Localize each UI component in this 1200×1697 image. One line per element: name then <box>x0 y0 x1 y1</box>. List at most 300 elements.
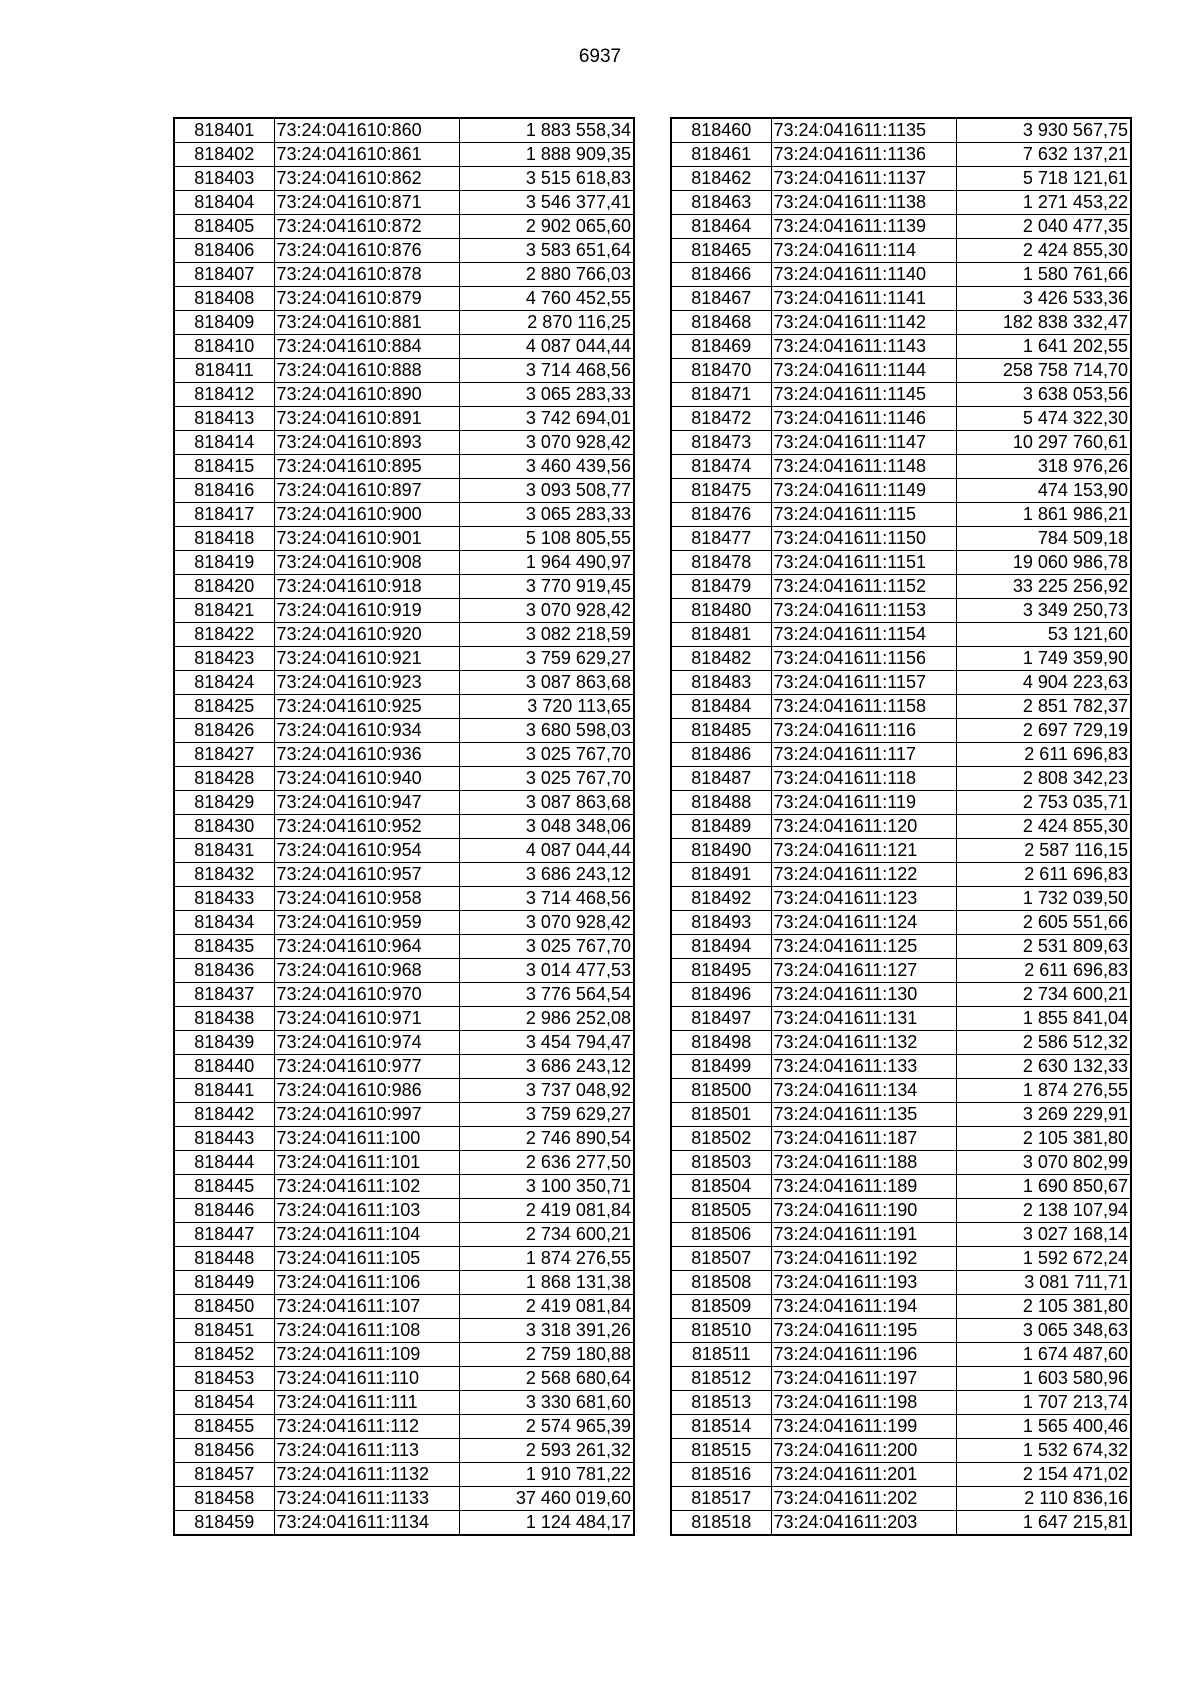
cadastral-number-cell: 73:24:041611:196 <box>771 1343 956 1367</box>
cadastral-number-cell: 73:24:041610:974 <box>274 1031 459 1055</box>
value-cell: 3 546 377,41 <box>459 191 634 215</box>
table-row <box>671 983 1131 1007</box>
value-cell: 1 580 761,66 <box>956 263 1131 287</box>
table-row <box>671 911 1131 935</box>
table-row <box>671 503 1131 527</box>
row-number-cell: 818460 <box>671 118 771 143</box>
row-number-cell: 818472 <box>671 407 771 431</box>
value-cell: 4 760 452,55 <box>459 287 634 311</box>
table-row <box>671 839 1131 863</box>
row-number-cell: 818421 <box>174 599 274 623</box>
value-cell: 1 592 672,24 <box>956 1247 1131 1271</box>
table-row <box>174 287 634 311</box>
table-row <box>671 767 1131 791</box>
table-row <box>174 1367 634 1391</box>
row-number-cell: 818447 <box>174 1223 274 1247</box>
row-number-cell: 818480 <box>671 599 771 623</box>
row-number-cell: 818430 <box>174 815 274 839</box>
value-cell: 182 838 332,47 <box>956 311 1131 335</box>
table-row <box>174 1439 634 1463</box>
value-cell: 3 330 681,60 <box>459 1391 634 1415</box>
value-cell: 2 424 855,30 <box>956 239 1131 263</box>
row-number-cell: 818492 <box>671 887 771 911</box>
row-number-cell: 818418 <box>174 527 274 551</box>
cadastral-number-cell: 73:24:041611:1151 <box>771 551 956 575</box>
value-cell: 2 419 081,84 <box>459 1295 634 1319</box>
value-cell: 2 746 890,54 <box>459 1127 634 1151</box>
row-number-cell: 818478 <box>671 551 771 575</box>
value-cell: 3 583 651,64 <box>459 239 634 263</box>
row-number-cell: 818510 <box>671 1319 771 1343</box>
table-row <box>174 743 634 767</box>
value-cell: 2 759 180,88 <box>459 1343 634 1367</box>
row-number-cell: 818453 <box>174 1367 274 1391</box>
row-number-cell: 818518 <box>671 1511 771 1536</box>
row-number-cell: 818484 <box>671 695 771 719</box>
table-row <box>174 719 634 743</box>
cadastral-number-cell: 73:24:041611:122 <box>771 863 956 887</box>
value-cell: 3 930 567,75 <box>956 118 1131 143</box>
row-number-cell: 818441 <box>174 1079 274 1103</box>
value-cell: 3 070 928,42 <box>459 431 634 455</box>
table-row <box>671 1319 1131 1343</box>
row-number-cell: 818404 <box>174 191 274 215</box>
row-number-cell: 818461 <box>671 143 771 167</box>
cadastral-number-cell: 73:24:041611:189 <box>771 1175 956 1199</box>
cadastral-number-cell: 73:24:041610:920 <box>274 623 459 647</box>
row-number-cell: 818509 <box>671 1295 771 1319</box>
cadastral-number-cell: 73:24:041610:936 <box>274 743 459 767</box>
row-number-cell: 818507 <box>671 1247 771 1271</box>
row-number-cell: 818454 <box>174 1391 274 1415</box>
row-number-cell: 818470 <box>671 359 771 383</box>
cadastral-number-cell: 73:24:041611:190 <box>771 1199 956 1223</box>
cadastral-number-cell: 73:24:041611:135 <box>771 1103 956 1127</box>
cadastral-number-cell: 73:24:041610:921 <box>274 647 459 671</box>
value-cell: 3 048 348,06 <box>459 815 634 839</box>
table-row <box>671 575 1131 599</box>
table-row <box>671 263 1131 287</box>
value-cell: 4 087 044,44 <box>459 839 634 863</box>
cadastral-number-cell: 73:24:041611:1141 <box>771 287 956 311</box>
row-number-cell: 818445 <box>174 1175 274 1199</box>
table-row <box>671 215 1131 239</box>
page-number: 6937 <box>578 46 622 67</box>
table-row <box>174 1127 634 1151</box>
cadastral-number-cell: 73:24:041610:861 <box>274 143 459 167</box>
cadastral-number-cell: 73:24:041611:1145 <box>771 383 956 407</box>
row-number-cell: 818511 <box>671 1343 771 1367</box>
value-cell: 3 686 243,12 <box>459 863 634 887</box>
cadastral-number-cell: 73:24:041611:203 <box>771 1511 956 1536</box>
table-row <box>174 527 634 551</box>
cadastral-number-cell: 73:24:041611:121 <box>771 839 956 863</box>
row-number-cell: 818405 <box>174 215 274 239</box>
table-row <box>671 599 1131 623</box>
cadastral-number-cell: 73:24:041610:923 <box>274 671 459 695</box>
table-row <box>174 959 634 983</box>
table-row <box>671 695 1131 719</box>
table-row <box>174 863 634 887</box>
table-row <box>671 1463 1131 1487</box>
table-row <box>174 1247 634 1271</box>
cadastral-number-cell: 73:24:041611:1150 <box>771 527 956 551</box>
value-cell: 1 565 400,46 <box>956 1415 1131 1439</box>
row-number-cell: 818426 <box>174 719 274 743</box>
cadastral-number-cell: 73:24:041611:133 <box>771 1055 956 1079</box>
table-row <box>671 1079 1131 1103</box>
value-cell: 3 065 348,63 <box>956 1319 1131 1343</box>
table-row <box>174 911 634 935</box>
cadastral-number-cell: 73:24:041611:197 <box>771 1367 956 1391</box>
row-number-cell: 818471 <box>671 383 771 407</box>
row-number-cell: 818403 <box>174 167 274 191</box>
row-number-cell: 818448 <box>174 1247 274 1271</box>
row-number-cell: 818503 <box>671 1151 771 1175</box>
value-cell: 2 734 600,21 <box>956 983 1131 1007</box>
table-row <box>671 359 1131 383</box>
row-number-cell: 818506 <box>671 1223 771 1247</box>
table-row <box>671 143 1131 167</box>
value-cell: 4 087 044,44 <box>459 335 634 359</box>
table-row <box>174 767 634 791</box>
value-cell: 1 271 453,22 <box>956 191 1131 215</box>
table-row <box>671 791 1131 815</box>
row-number-cell: 818501 <box>671 1103 771 1127</box>
cadastral-number-cell: 73:24:041611:1138 <box>771 191 956 215</box>
value-cell: 2 154 471,02 <box>956 1463 1131 1487</box>
cadastral-number-cell: 73:24:041611:1135 <box>771 118 956 143</box>
row-number-cell: 818429 <box>174 791 274 815</box>
row-number-cell: 818476 <box>671 503 771 527</box>
table-row <box>174 167 634 191</box>
cadastral-number-cell: 73:24:041611:198 <box>771 1391 956 1415</box>
table-row <box>671 1127 1131 1151</box>
table-row <box>174 1079 634 1103</box>
value-cell: 3 742 694,01 <box>459 407 634 431</box>
value-cell: 2 734 600,21 <box>459 1223 634 1247</box>
table-row <box>671 287 1131 311</box>
table-row <box>174 1295 634 1319</box>
table-row <box>174 191 634 215</box>
row-number-cell: 818495 <box>671 959 771 983</box>
cadastral-number-cell: 73:24:041610:952 <box>274 815 459 839</box>
row-number-cell: 818464 <box>671 215 771 239</box>
value-cell: 318 976,26 <box>956 455 1131 479</box>
table-row <box>174 1319 634 1343</box>
value-cell: 3 100 350,71 <box>459 1175 634 1199</box>
cadastral-number-cell: 73:24:041610:897 <box>274 479 459 503</box>
table-row <box>671 1007 1131 1031</box>
cadastral-number-cell: 73:24:041611:107 <box>274 1295 459 1319</box>
cadastral-number-cell: 73:24:041610:947 <box>274 791 459 815</box>
table-row <box>671 647 1131 671</box>
row-number-cell: 818490 <box>671 839 771 863</box>
row-number-cell: 818468 <box>671 311 771 335</box>
table-row <box>174 791 634 815</box>
value-cell: 3 065 283,33 <box>459 383 634 407</box>
row-number-cell: 818494 <box>671 935 771 959</box>
table-row <box>671 1487 1131 1511</box>
cadastral-number-cell: 73:24:041611:1154 <box>771 623 956 647</box>
row-number-cell: 818488 <box>671 791 771 815</box>
cadastral-number-cell: 73:24:041611:127 <box>771 959 956 983</box>
cadastral-number-cell: 73:24:041610:940 <box>274 767 459 791</box>
row-number-cell: 818465 <box>671 239 771 263</box>
value-cell: 5 474 322,30 <box>956 407 1131 431</box>
value-cell: 1 749 359,90 <box>956 647 1131 671</box>
table-row <box>671 719 1131 743</box>
value-cell: 2 697 729,19 <box>956 719 1131 743</box>
cadastral-number-cell: 73:24:041611:187 <box>771 1127 956 1151</box>
table-row <box>671 1031 1131 1055</box>
row-number-cell: 818414 <box>174 431 274 455</box>
cadastral-number-cell: 73:24:041611:191 <box>771 1223 956 1247</box>
value-cell: 2 138 107,94 <box>956 1199 1131 1223</box>
cadastral-number-cell: 73:24:041611:115 <box>771 503 956 527</box>
value-cell: 1 874 276,55 <box>956 1079 1131 1103</box>
cadastral-number-cell: 73:24:041611:109 <box>274 1343 459 1367</box>
value-cell: 2 753 035,71 <box>956 791 1131 815</box>
value-cell: 1 868 131,38 <box>459 1271 634 1295</box>
row-number-cell: 818434 <box>174 911 274 935</box>
row-number-cell: 818438 <box>174 1007 274 1031</box>
row-number-cell: 818422 <box>174 623 274 647</box>
value-cell: 258 758 714,70 <box>956 359 1131 383</box>
value-cell: 1 732 039,50 <box>956 887 1131 911</box>
value-cell: 53 121,60 <box>956 623 1131 647</box>
value-cell: 19 060 986,78 <box>956 551 1131 575</box>
value-cell: 2 986 252,08 <box>459 1007 634 1031</box>
cadastral-number-cell: 73:24:041611:193 <box>771 1271 956 1295</box>
cadastral-number-cell: 73:24:041611:124 <box>771 911 956 935</box>
table-row <box>174 1487 634 1511</box>
cadastral-number-cell: 73:24:041610:918 <box>274 575 459 599</box>
table-row <box>671 1343 1131 1367</box>
cadastral-number-cell: 73:24:041610:977 <box>274 1055 459 1079</box>
table-row <box>671 1103 1131 1127</box>
value-cell: 4 904 223,63 <box>956 671 1131 695</box>
value-cell: 3 759 629,27 <box>459 647 634 671</box>
cadastral-number-cell: 73:24:041610:986 <box>274 1079 459 1103</box>
value-cell: 2 902 065,60 <box>459 215 634 239</box>
row-number-cell: 818504 <box>671 1175 771 1199</box>
value-cell: 2 611 696,83 <box>956 863 1131 887</box>
value-cell: 2 419 081,84 <box>459 1199 634 1223</box>
value-cell: 3 349 250,73 <box>956 599 1131 623</box>
row-number-cell: 818417 <box>174 503 274 527</box>
value-cell: 2 424 855,30 <box>956 815 1131 839</box>
cadastral-number-cell: 73:24:041610:900 <box>274 503 459 527</box>
table-row <box>174 1391 634 1415</box>
value-cell: 1 603 580,96 <box>956 1367 1131 1391</box>
table-row <box>671 1511 1131 1536</box>
table-row <box>174 1103 634 1127</box>
value-cell: 2 808 342,23 <box>956 767 1131 791</box>
row-number-cell: 818402 <box>174 143 274 167</box>
row-number-cell: 818442 <box>174 1103 274 1127</box>
cadastral-number-cell: 73:24:041611:110 <box>274 1367 459 1391</box>
table-row <box>671 167 1131 191</box>
row-number-cell: 818406 <box>174 239 274 263</box>
row-number-cell: 818450 <box>174 1295 274 1319</box>
row-number-cell: 818457 <box>174 1463 274 1487</box>
cadastral-number-cell: 73:24:041611:1144 <box>771 359 956 383</box>
table-row <box>671 455 1131 479</box>
cadastral-number-cell: 73:24:041611:1152 <box>771 575 956 599</box>
value-cell: 10 297 760,61 <box>956 431 1131 455</box>
row-number-cell: 818413 <box>174 407 274 431</box>
table-row <box>174 887 634 911</box>
row-number-cell: 818436 <box>174 959 274 983</box>
row-number-cell: 818505 <box>671 1199 771 1223</box>
value-cell: 1 874 276,55 <box>459 1247 634 1271</box>
cadastral-number-cell: 73:24:041611:1158 <box>771 695 956 719</box>
table-row <box>671 935 1131 959</box>
table-row <box>671 1055 1131 1079</box>
table-row <box>174 1511 634 1536</box>
cadastral-number-cell: 73:24:041611:106 <box>274 1271 459 1295</box>
table-row <box>671 623 1131 647</box>
value-cell: 2 105 381,80 <box>956 1295 1131 1319</box>
cadastral-number-cell: 73:24:041611:104 <box>274 1223 459 1247</box>
table-row <box>174 1007 634 1031</box>
row-number-cell: 818513 <box>671 1391 771 1415</box>
row-number-cell: 818423 <box>174 647 274 671</box>
table-row <box>174 695 634 719</box>
table-row <box>174 839 634 863</box>
table-row <box>174 383 634 407</box>
cadastral-number-cell: 73:24:041611:194 <box>771 1295 956 1319</box>
cadastral-number-cell: 73:24:041611:118 <box>771 767 956 791</box>
value-cell: 1 641 202,55 <box>956 335 1131 359</box>
table-row <box>174 407 634 431</box>
row-number-cell: 818440 <box>174 1055 274 1079</box>
table-row <box>174 1199 634 1223</box>
table-row <box>671 311 1131 335</box>
table-row <box>174 335 634 359</box>
cadastral-number-cell: 73:24:041610:901 <box>274 527 459 551</box>
cadastral-number-cell: 73:24:041611:1134 <box>274 1511 459 1536</box>
table-row <box>671 239 1131 263</box>
value-cell: 1 888 909,35 <box>459 143 634 167</box>
table-row <box>174 479 634 503</box>
cadastral-number-cell: 73:24:041611:100 <box>274 1127 459 1151</box>
cadastral-number-cell: 73:24:041611:1140 <box>771 263 956 287</box>
cadastral-number-cell: 73:24:041611:1137 <box>771 167 956 191</box>
value-cell: 1 883 558,34 <box>459 118 634 143</box>
row-number-cell: 818467 <box>671 287 771 311</box>
cadastral-number-cell: 73:24:041611:1153 <box>771 599 956 623</box>
value-cell: 2 870 116,25 <box>459 311 634 335</box>
row-number-cell: 818482 <box>671 647 771 671</box>
value-cell: 2 040 477,35 <box>956 215 1131 239</box>
value-cell: 3 720 113,65 <box>459 695 634 719</box>
cadastral-number-cell: 73:24:041610:934 <box>274 719 459 743</box>
registry-table-left <box>173 117 635 1536</box>
value-cell: 1 910 781,22 <box>459 1463 634 1487</box>
row-number-cell: 818489 <box>671 815 771 839</box>
cadastral-number-cell: 73:24:041611:188 <box>771 1151 956 1175</box>
value-cell: 3 025 767,70 <box>459 767 634 791</box>
table-row <box>671 191 1131 215</box>
table-row <box>174 1271 634 1295</box>
value-cell: 2 568 680,64 <box>459 1367 634 1391</box>
row-number-cell: 818496 <box>671 983 771 1007</box>
table-row <box>174 1151 634 1175</box>
cadastral-number-cell: 73:24:041611:114 <box>771 239 956 263</box>
row-number-cell: 818466 <box>671 263 771 287</box>
row-number-cell: 818515 <box>671 1439 771 1463</box>
cadastral-number-cell: 73:24:041611:105 <box>274 1247 459 1271</box>
cadastral-number-cell: 73:24:041611:1133 <box>274 1487 459 1511</box>
cadastral-number-cell: 73:24:041611:103 <box>274 1199 459 1223</box>
cadastral-number-cell: 73:24:041610:891 <box>274 407 459 431</box>
row-number-cell: 818473 <box>671 431 771 455</box>
table-row <box>671 1151 1131 1175</box>
table-row <box>671 1175 1131 1199</box>
row-number-cell: 818481 <box>671 623 771 647</box>
table-row <box>174 215 634 239</box>
value-cell: 3 087 863,68 <box>459 671 634 695</box>
row-number-cell: 818439 <box>174 1031 274 1055</box>
table-row <box>174 551 634 575</box>
cadastral-number-cell: 73:24:041611:195 <box>771 1319 956 1343</box>
value-cell: 3 070 802,99 <box>956 1151 1131 1175</box>
cadastral-number-cell: 73:24:041610:919 <box>274 599 459 623</box>
cadastral-number-cell: 73:24:041610:884 <box>274 335 459 359</box>
cadastral-number-cell: 73:24:041610:881 <box>274 311 459 335</box>
value-cell: 3 065 283,33 <box>459 503 634 527</box>
table-row <box>671 383 1131 407</box>
row-number-cell: 818451 <box>174 1319 274 1343</box>
row-number-cell: 818493 <box>671 911 771 935</box>
value-cell: 3 070 928,42 <box>459 911 634 935</box>
row-number-cell: 818463 <box>671 191 771 215</box>
table-row <box>174 1343 634 1367</box>
row-number-cell: 818408 <box>174 287 274 311</box>
value-cell: 3 025 767,70 <box>459 935 634 959</box>
value-cell: 1 964 490,97 <box>459 551 634 575</box>
cadastral-number-cell: 73:24:041611:1142 <box>771 311 956 335</box>
row-number-cell: 818443 <box>174 1127 274 1151</box>
value-cell: 474 153,90 <box>956 479 1131 503</box>
value-cell: 1 647 215,81 <box>956 1511 1131 1536</box>
table-row <box>174 671 634 695</box>
table-row <box>671 1415 1131 1439</box>
cadastral-number-cell: 73:24:041611:123 <box>771 887 956 911</box>
row-number-cell: 818401 <box>174 118 274 143</box>
value-cell: 33 225 256,92 <box>956 575 1131 599</box>
cadastral-number-cell: 73:24:041610:888 <box>274 359 459 383</box>
value-cell: 3 426 533,36 <box>956 287 1131 311</box>
cadastral-number-cell: 73:24:041611:1139 <box>771 215 956 239</box>
row-number-cell: 818516 <box>671 1463 771 1487</box>
row-number-cell: 818458 <box>174 1487 274 1511</box>
value-cell: 3 025 767,70 <box>459 743 634 767</box>
table-row <box>671 1391 1131 1415</box>
row-number-cell: 818424 <box>174 671 274 695</box>
value-cell: 1 690 850,67 <box>956 1175 1131 1199</box>
value-cell: 2 574 965,39 <box>459 1415 634 1439</box>
cadastral-number-cell: 73:24:041611:134 <box>771 1079 956 1103</box>
value-cell: 2 611 696,83 <box>956 959 1131 983</box>
value-cell: 1 124 484,17 <box>459 1511 634 1536</box>
table-row <box>671 407 1131 431</box>
table-row <box>174 647 634 671</box>
table-row <box>174 599 634 623</box>
table-row <box>174 455 634 479</box>
